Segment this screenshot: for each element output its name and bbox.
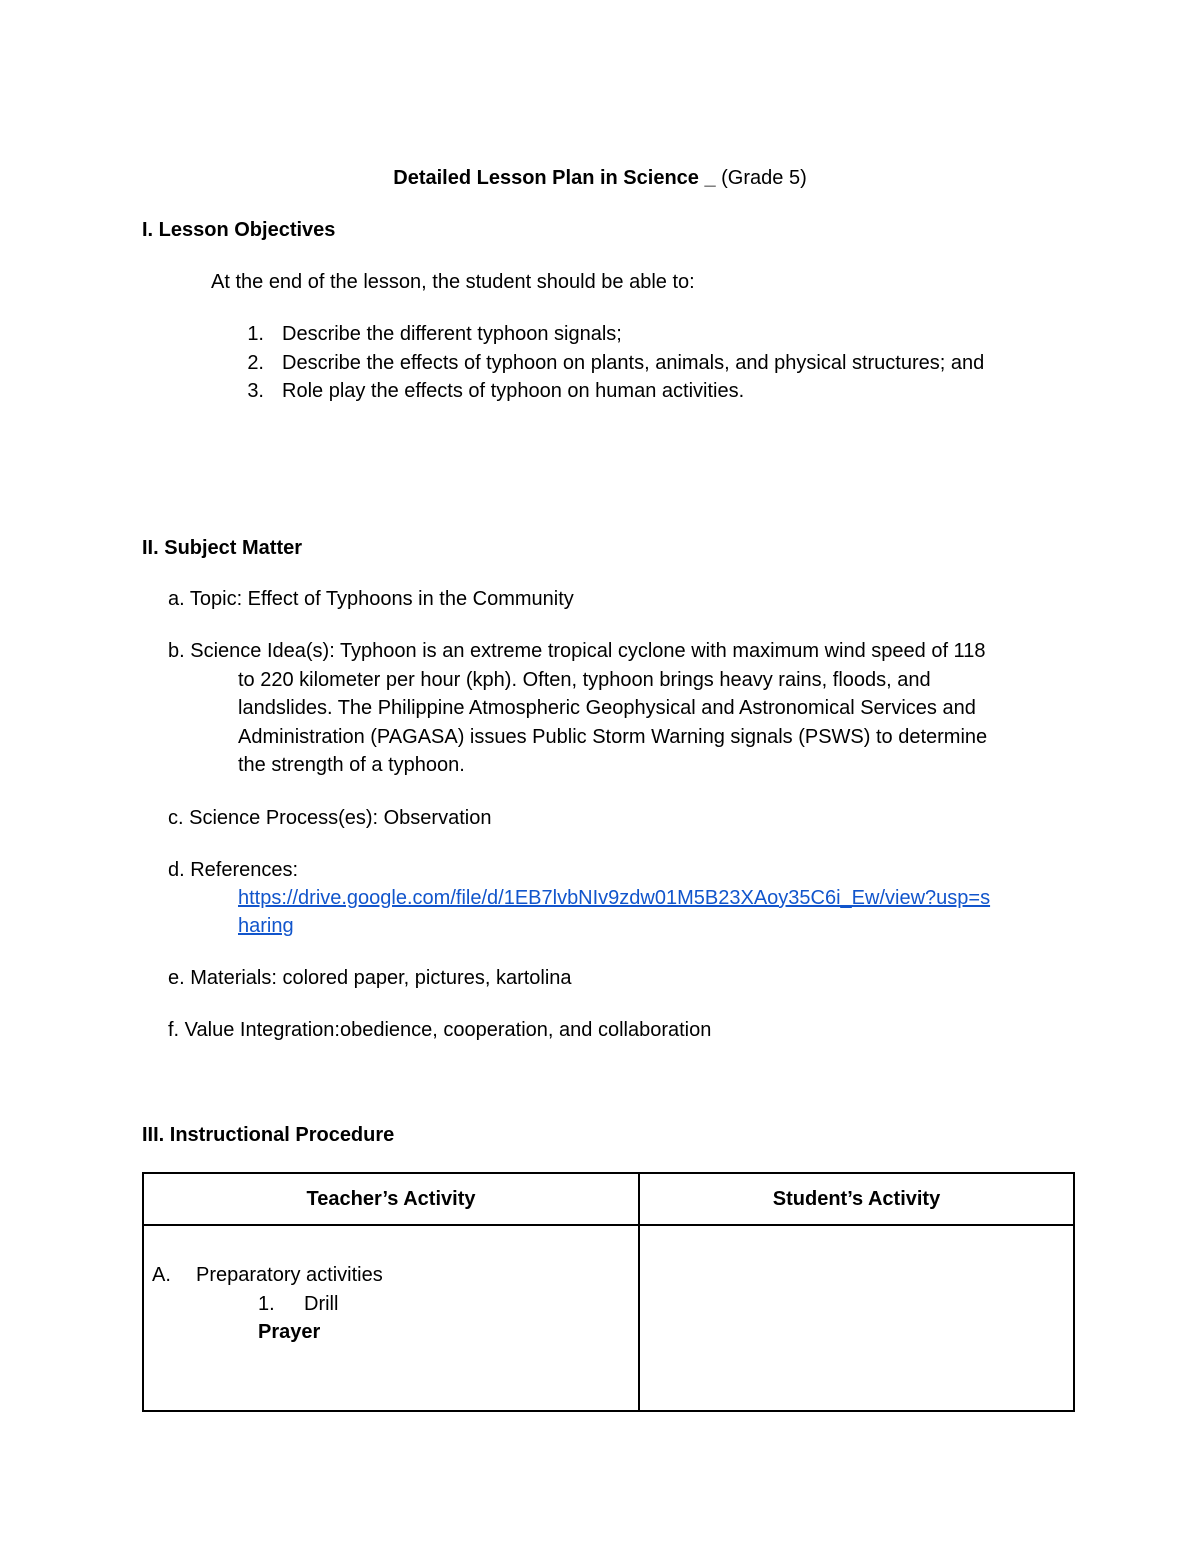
value-integration-line: f. Value Integration:obedience, cooperation, and collaboration <box>168 1019 712 1041</box>
student-activity-header: Student’s Activity <box>639 1173 1074 1225</box>
objectives-intro: At the end of the lesson, the student should be able to: <box>211 271 695 293</box>
references-label: d. References: <box>168 859 299 881</box>
section-2-heading: II. Subject Matter <box>142 537 303 559</box>
topic-line: a. Topic: Effect of Typhoons in the Community <box>168 588 574 610</box>
science-idea-line: to 220 kilometer per hour (kph). Often, typhoon brings heavy rains, floods, and <box>238 669 931 691</box>
science-process-line: c. Science Process(es): Observation <box>168 807 492 829</box>
objective-number: 1. <box>247 323 264 345</box>
objective-number: 2. <box>247 352 264 374</box>
reference-link[interactable]: https://drive.google.com/file/d/1EB7lvbNIv9zdw01M5B23XAoy35C6i_Ew/view?usp=s <box>238 887 991 909</box>
section-1-heading: I. Lesson Objectives <box>142 219 336 241</box>
item-1-text: Drill <box>304 1293 339 1315</box>
item-1-number: 1. <box>258 1293 275 1315</box>
science-idea-line: landslides. The Philippine Atmospheric Geophysical and Astronomical Services and <box>238 697 976 719</box>
objective-item <box>234 379 1134 403</box>
teacher-activity-header: Teacher’s Activity <box>143 1173 639 1225</box>
reference-link-continued[interactable]: haring <box>238 915 294 937</box>
title-bold: Detailed Lesson Plan in Science _ <box>393 167 716 189</box>
table-row <box>143 1225 1074 1411</box>
objective-text: Role play the effects of typhoon on human activities. <box>282 380 745 402</box>
section-3-heading: III. Instructional Procedure <box>142 1124 395 1146</box>
objective-number: 3. <box>247 380 264 402</box>
science-idea-line: the strength of a typhoon. <box>238 754 465 776</box>
materials-line: e. Materials: colored paper, pictures, kartolina <box>168 967 572 989</box>
objective-item <box>234 322 1134 346</box>
item-a-text: Preparatory activities <box>196 1264 383 1286</box>
science-idea-line: b. Science Idea(s): Typhoon is an extreme tropical cyclone with maximum wind speed of 118 <box>168 640 986 662</box>
objective-text: Describe the effects of typhoon on plants, animals, and physical structures; and <box>282 352 985 374</box>
student-activity-cell <box>639 1225 1074 1411</box>
item-a-letter: A. <box>152 1264 171 1286</box>
objective-item <box>234 351 1134 375</box>
title-grade: (Grade 5) <box>715 167 807 189</box>
objective-text: Describe the different typhoon signals; <box>282 323 622 345</box>
prayer-label: Prayer <box>258 1321 321 1343</box>
procedure-table <box>142 1172 1075 1412</box>
teacher-activity-cell <box>143 1225 639 1411</box>
science-idea-line: Administration (PAGASA) issues Public Storm Warning signals (PSWS) to determine <box>238 726 988 748</box>
page-title <box>0 166 1200 190</box>
table-header-row <box>143 1173 1074 1225</box>
